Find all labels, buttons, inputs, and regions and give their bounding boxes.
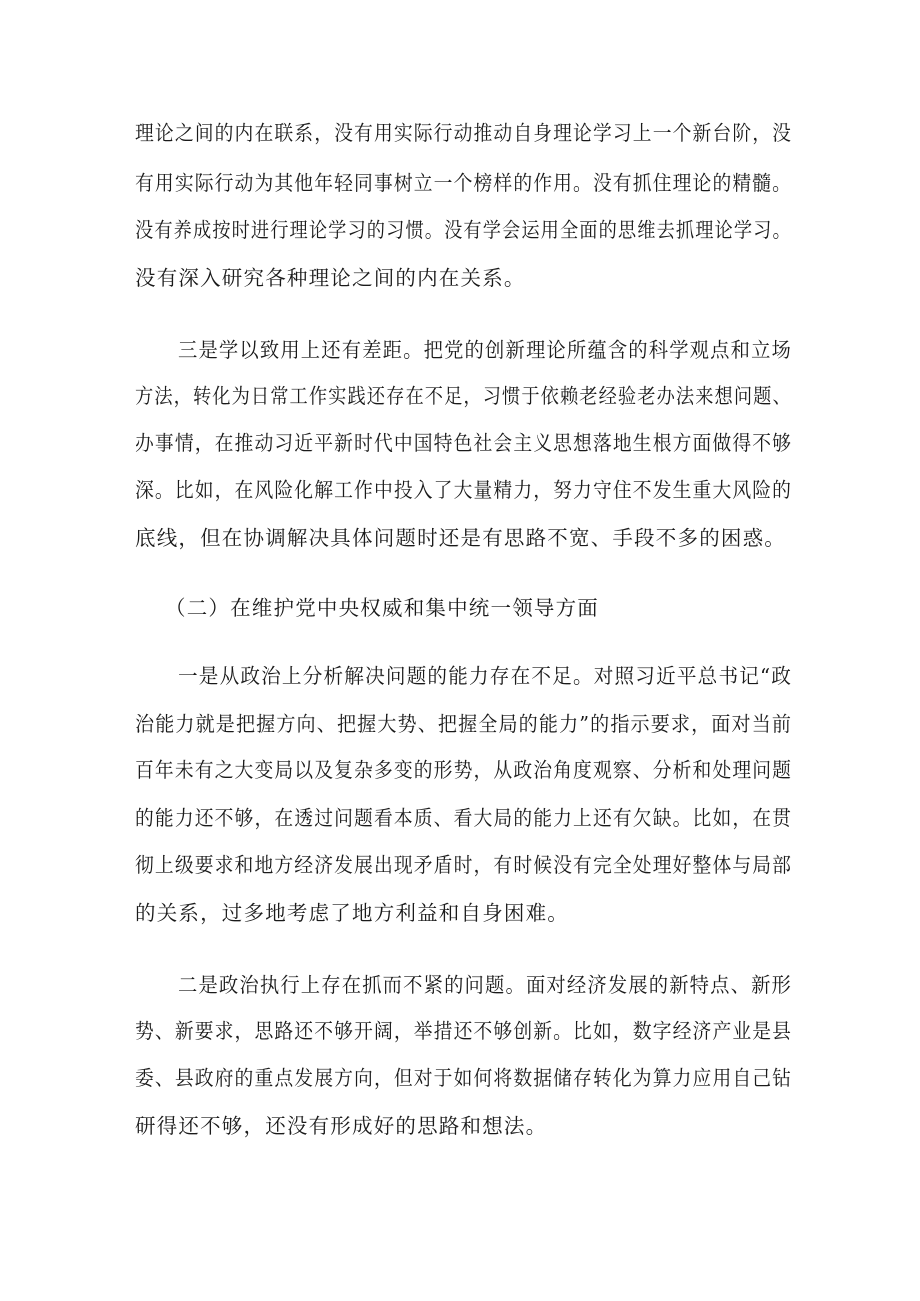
text-line: 方法，转化为日常工作实践还存在不足，习惯于依赖老经验老办法来想问题、 (135, 384, 792, 408)
text-line: 势、新要求，思路还不够开阔，举措还不够创新。比如，数字经济产业是县 (135, 1019, 793, 1043)
text-line: 没有养成按时进行理论学习的习惯。没有学会运用全面的思维去抓理论学习。 (135, 218, 792, 242)
text-line: 没有深入研究各种理论之间的内在关系。 (135, 266, 526, 290)
text-line: 办事情，在推动习近平新时代中国特色社会主义思想落地生根方面做得不够 (135, 431, 793, 455)
text-line: 理论之间的内在联系，没有用实际行动推动自身理论学习上一个新台阶，没 (135, 121, 793, 145)
text-line: 百年未有之大变局以及复杂多变的形势，从政治角度观察、分析和处理问题 (135, 758, 793, 782)
text-line: 彻上级要求和地方经济发展出现矛盾时，有时候没有完全处理好整体与局部 (135, 853, 793, 877)
text-line: 一是从政治上分析解决问题的能力存在不足。对照习近平总书记“政 (178, 664, 792, 688)
text-line: 的能力还不够，在透过问题看本质、看大局的能力上还有欠缺。比如，在贯 (135, 806, 793, 830)
text-line: 深。比如，在风险化解工作中投入了大量精力，努力守住不发生重大风险的 (135, 478, 793, 502)
text-line: 委、县政府的重点发展方向，但对于如何将数据储存转化为算力应用自己钻 (135, 1066, 793, 1090)
heading-text: （二）在维护党中央权威和集中统一领导方面 (165, 596, 599, 620)
text-line: 研得还不够，还没有形成好的思路和想法。 (135, 1114, 548, 1138)
text-line: 二是政治执行上存在抓而不紧的问题。面对经济发展的新特点、新形 (178, 973, 793, 997)
text-line: 三是学以致用上还有差距。把党的创新理论所蕴含的科学观点和立场 (178, 338, 793, 362)
text-line: 治能力就是把握方向、把握大势、把握全局的能力”的指示要求，面对当前 (135, 712, 793, 736)
text-line: 底线，但在协调解决具体问题时还是有思路不宽、手段不多的困惑。 (135, 526, 786, 550)
text-line: 有用实际行动为其他年轻同事树立一个榜样的作用。没有抓住理论的精髓。 (135, 171, 793, 195)
text-line: 的关系，过多地考虑了地方利益和自身困难。 (135, 901, 569, 925)
